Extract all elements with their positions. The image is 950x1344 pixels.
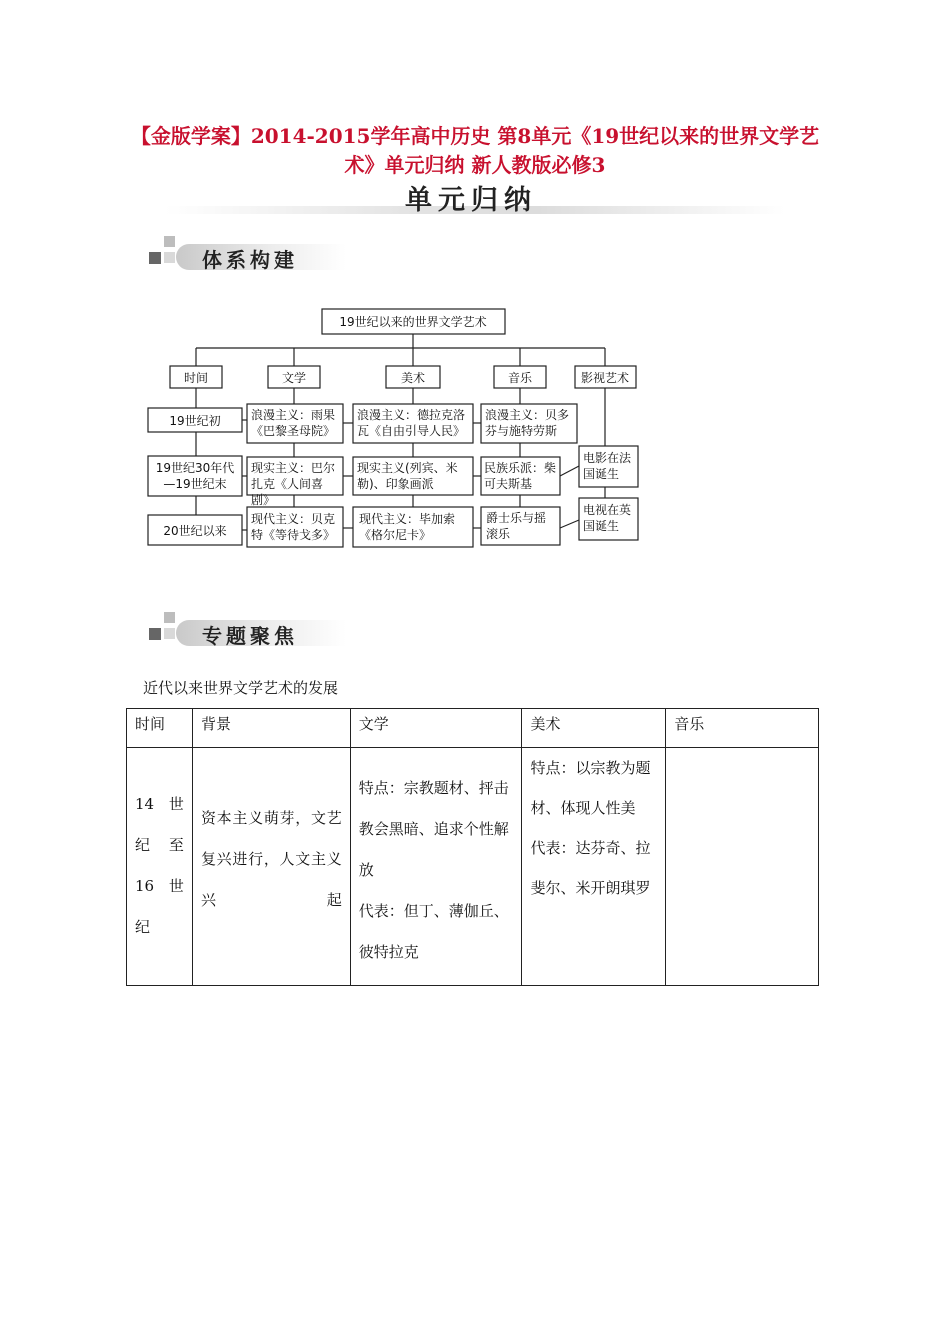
music-node-1: 浪漫主义：贝多芬与施特劳斯 (485, 408, 570, 438)
section1-heading: 体系构建 (202, 248, 298, 272)
section2-heading: 专题聚焦 (202, 624, 298, 648)
lit-node-1-wrap (247, 404, 343, 443)
header-art: 美术 (522, 709, 666, 748)
category-label-art: 美术 (400, 371, 426, 385)
section-banner-focus (146, 612, 346, 652)
art-node-1: 浪漫主义：德拉克洛瓦《自由引导人民》 (357, 408, 466, 438)
diagram-root-label: 19世纪以来的世界文学艺术 (339, 315, 487, 329)
music-node-3-wrap (481, 507, 560, 545)
table-row (127, 748, 819, 986)
header-literature: 文学 (350, 709, 522, 748)
table-header-row (127, 709, 819, 748)
lit-node-3-wrap (247, 507, 343, 547)
music-node-3: 爵士乐与摇滚乐 (486, 511, 547, 541)
music-node-2: 民族乐派：柴可夫斯基 (484, 461, 557, 491)
category-label-time: 时间 (183, 371, 209, 385)
art-node-2: 现实主义(列宾、米勒)、印象画派 (357, 461, 458, 491)
time-node-1: 19世纪初 (169, 414, 221, 428)
header-background: 背景 (192, 709, 350, 748)
art-node-1-wrap (353, 404, 473, 443)
banner-square-icon (164, 628, 175, 639)
time-node-3: 20世纪以来 (163, 524, 227, 538)
banner-square-icon (149, 628, 161, 640)
film-node-1: 电影在法国诞生 (583, 451, 632, 481)
film-node-2-wrap (579, 498, 638, 540)
art-node-3-wrap (353, 507, 473, 547)
film-node-2: 电视在英国诞生 (583, 503, 632, 533)
category-label-film: 影视艺术 (580, 371, 630, 385)
lit-node-2-wrap (247, 457, 343, 507)
category-label-music: 音乐 (507, 371, 533, 385)
cell-literature: 特点：宗教题材、抨击教会黑暗、追求个性解放 代表：但丁、薄伽丘、彼特拉克 (350, 748, 522, 986)
header-music: 音乐 (666, 709, 819, 748)
art-node-2-wrap (353, 457, 473, 495)
time-node-2: 19世纪30年代—19世纪末 (155, 461, 235, 491)
music-node-1-wrap (481, 404, 577, 443)
document-title: 【金版学案】2014-2015学年高中历史 第8单元《19世纪以来的世界文学艺术》单元归纳 新人教版必修3 (130, 124, 820, 177)
time-node-2-wrap (148, 456, 242, 496)
unit-heading: 单元归纳 (405, 185, 537, 216)
cell-time: 14世纪至16世纪 (127, 748, 193, 986)
lit-node-1: 浪漫主义：雨果《巴黎圣母院》 (251, 408, 336, 438)
banner-square-icon (164, 612, 175, 623)
header-time: 时间 (127, 709, 193, 748)
lit-node-3: 现代主义：贝克特《等待戈多》 (251, 512, 336, 542)
art-node-3: 现代主义：毕加索《格尔尼卡》 (359, 512, 456, 542)
category-label-literature: 文学 (281, 371, 307, 385)
film-node-1-wrap (579, 446, 638, 487)
cell-art: 特点：以宗教为题材、体现人性美 代表：达芬奇、拉斐尔、米开朗琪罗 (522, 748, 666, 986)
development-table (126, 708, 819, 986)
table-intro: 近代以来世界文学艺术的发展 (143, 679, 339, 697)
music-node-2-wrap (481, 457, 560, 495)
cell-background: 资本主义萌芽，文艺复兴进行，人文主义兴起 (192, 748, 350, 986)
lit-node-2: 现实主义：巴尔扎克《人间喜剧》 (251, 461, 336, 507)
cell-music (666, 748, 819, 986)
